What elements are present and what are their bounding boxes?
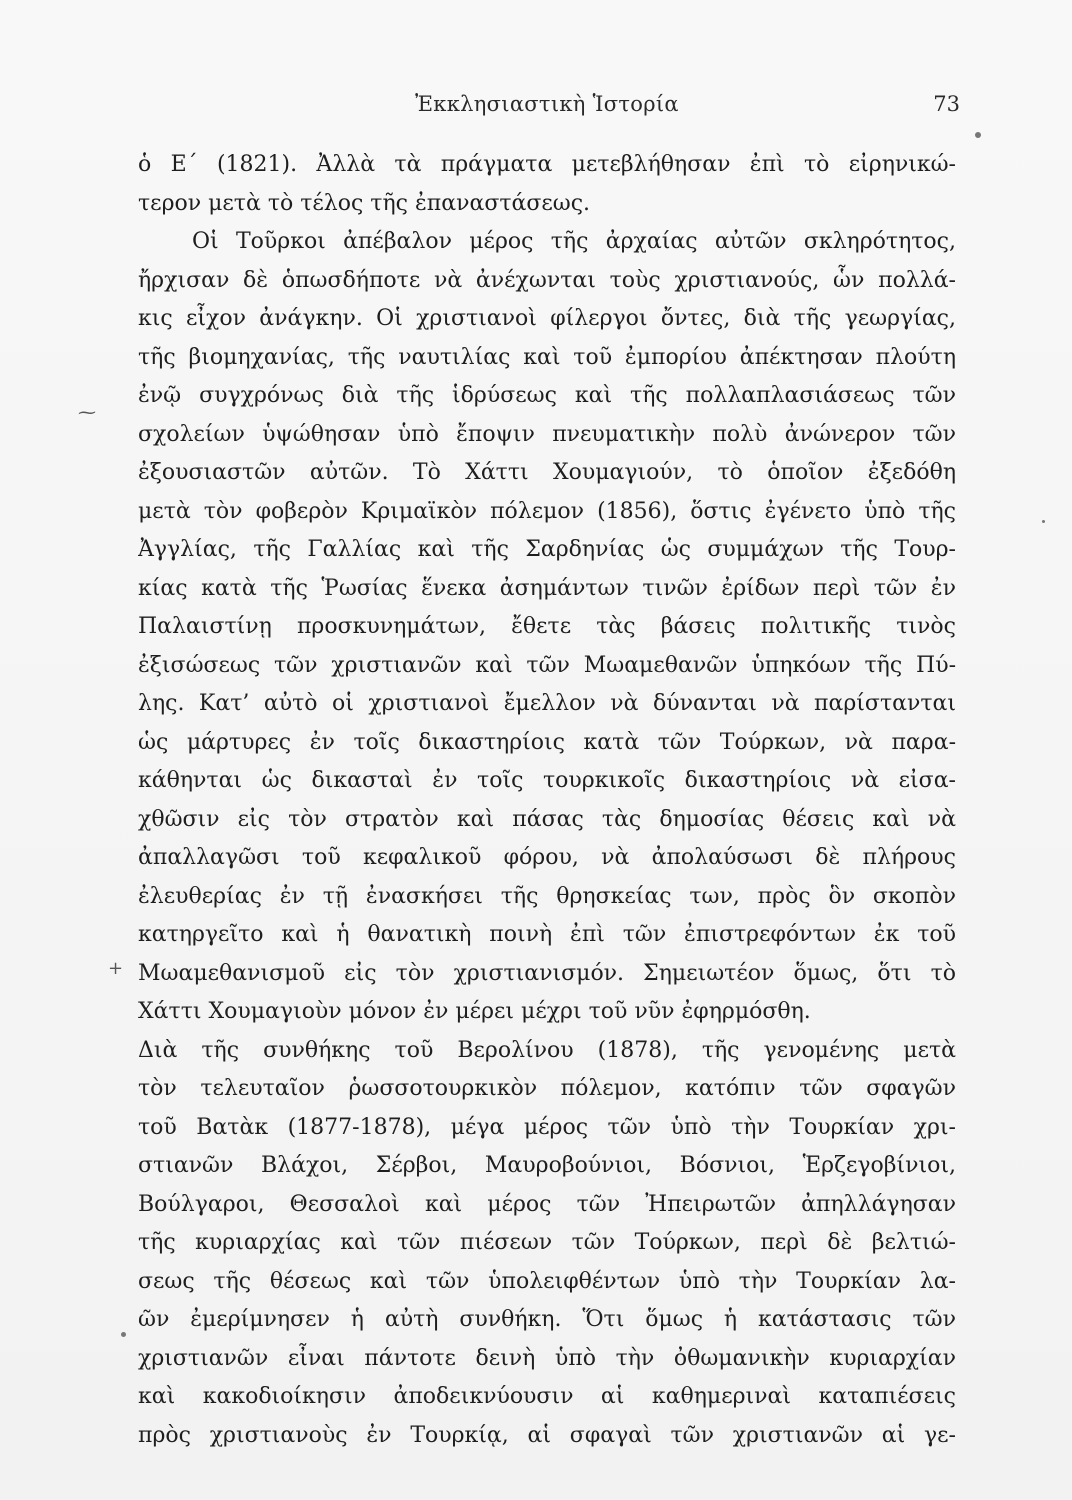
- text-line: ῶν ἐμερίμνησεν ἡ αὐτὴ συνθήκη. Ὅτι ὅμως ἡ κατάστασις τῶν: [138, 1307, 956, 1332]
- text-line: χθῶσιν εἰς τὸν στρατὸν καὶ πάσας τὰς δημοσίας θέσεις καὶ νὰ: [138, 806, 956, 832]
- page-number: 73: [933, 92, 960, 116]
- text-line: κις εἶχον ἀνάγκην. Οἱ χριστιανοὶ φίλεργοι ὄντες, διὰ τῆς γεωργίας,: [138, 306, 956, 331]
- text-line: τὸν τελευταῖον ῥωσσοτουρκικὸν πόλεμον, κατόπιν τῶν σφαγῶν: [138, 1076, 956, 1101]
- text-line: ἐξισώσεως τῶν χριστιανῶν καὶ τῶν Μωαμεθανῶν ὑπηκόων τῆς Πύ-: [138, 652, 956, 678]
- text-line: σχολείων ὑψώθησαν ὑπὸ ἔποψιν πνευματικὴν πολὺ ἀνώνερον τῶν: [138, 421, 956, 447]
- text-line: τοῦ Βατὰκ (1877-1878), μέγα μέρος τῶν ὑπὸ τὴν Τουρκίαν χρι-: [138, 1114, 956, 1140]
- text-line: λης. Κατ’ αὐτὸ οἱ χριστιανοὶ ἔμελλον νὰ δύνανται νὰ παρίστανται: [138, 691, 956, 716]
- text-line: ὁ Ε΄ (1821). Ἀλλὰ τὰ πράγματα μετεβλήθησαν ἐπὶ τὸ εἰρηνικώ-: [138, 152, 956, 177]
- text-line: χριστιανῶν εἶναι πάντοτε δεινὴ ὑπὸ τὴν ὀθωμανικὴν κυριαρχίαν: [138, 1345, 956, 1371]
- text-line: Μωαμεθανισμοῦ εἰς τὸν χριστιανισμόν. Σημειωτέον ὅμως, ὅτι τὸ: [138, 960, 956, 986]
- text-line: τῆς κυριαρχίας καὶ τῶν πιέσεων τῶν Τούρκων, περὶ δὲ βελτιώ-: [138, 1230, 956, 1255]
- text-line: κάθηνται ὡς δικασταὶ ἐν τοῖς τουρκικοῖς δικαστηρίοις νὰ εἰσα-: [138, 768, 956, 793]
- text-line: τερον μετὰ τὸ τέλος τῆς ἐπαναστάσεως.: [138, 190, 591, 216]
- text-line: ἤρχισαν δὲ ὁπωσδήποτε νὰ ἀνέχωνται τοὺς χριστιανούς, ὧν πολλά-: [138, 267, 956, 293]
- margin-mark: ⁓: [78, 402, 96, 423]
- text-line: σεως τῆς θέσεως καὶ τῶν ὑπολειφθέντων ὑπὸ τὴν Τουρκίαν λα-: [138, 1268, 956, 1294]
- text-line: Χάττι Χουμαγιοὺν μόνον ἐν μέρει μέχρι τοῦ νῦν ἐφηρμόσθη.: [138, 999, 811, 1024]
- text-line: Ἀγγλίας, τῆς Γαλλίας καὶ τῆς Σαρδηνίας ὡς συμμάχων τῆς Τουρ-: [138, 537, 956, 562]
- text-line: κατηργεῖτο καὶ ἡ θανατικὴ ποινὴ ἐπὶ τῶν ἐπιστρεφόντων ἐκ τοῦ: [138, 922, 956, 947]
- body-text: [138, 146, 956, 1455]
- text-line: Οἱ Τοῦρκοι ἀπέβαλον μέρος τῆς ἀρχαίας αὐτῶν σκληρότητος,: [192, 229, 956, 254]
- text-line: Παλαιστίνῃ προσκυνημάτων, ἔθετε τὰς βάσεις πολιτικῆς τινὸς: [138, 614, 956, 639]
- text-line: ἀπαλλαγῶσι τοῦ κεφαλικοῦ φόρου, νὰ ἀπολαύσωσι δὲ πλήρους: [138, 845, 956, 870]
- text-line: καὶ κακοδιοίκησιν ἀποδεικνύουσιν αἱ καθημεριναὶ καταπιέσεις: [138, 1384, 956, 1409]
- page-header: [134, 92, 960, 124]
- text-line: Βούλγαροι, Θεσσαλοὶ καὶ μέρος τῶν Ἠπειρωτῶν ἀπηλλάγησαν: [138, 1191, 956, 1217]
- text-line: ὡς μάρτυρες ἐν τοῖς δικαστηρίοις κατὰ τῶν Τούρκων, νὰ παρα-: [138, 729, 956, 755]
- text-line: πρὸς χριστιανοὺς ἐν Τουρκίᾳ, αἱ σφαγαὶ τῶν χριστιανῶν αἱ γε-: [138, 1422, 956, 1448]
- text-line: τῆς βιομηχανίας, τῆς ναυτιλίας καὶ τοῦ ἐμπορίου ἀπέκτησαν πλούτη: [138, 344, 956, 370]
- running-title: Ἐκκλησιαστικὴ Ἱστορία: [415, 92, 679, 116]
- text-line: ἐνῷ συγχρόνως διὰ τῆς ἱδρύσεως καὶ τῆς πολλαπλασιάσεως τῶν: [138, 383, 956, 408]
- text-line: ἐξουσιαστῶν αὐτῶν. Τὸ Χάττι Χουμαγιούν, τὸ ὁποῖον ἐξεδόθη: [138, 460, 956, 485]
- text-line: Διὰ τῆς συνθήκης τοῦ Βερολίνου (1878), τῆς γενομένης μετὰ: [138, 1037, 956, 1063]
- text-line: στιανῶν Βλάχοι, Σέρβοι, Μαυροβούνιοι, Βόσνιοι, Ἑρζεγοβίνιοι,: [138, 1153, 956, 1178]
- text-line: κίας κατὰ τῆς Ῥωσίας ἕνεκα ἀσημάντων τινῶν ἐρίδων περὶ τῶν ἐν: [138, 575, 956, 601]
- margin-mark: +: [108, 958, 124, 979]
- text-line: μετὰ τὸν φοβερὸν Κριμαϊκὸν πόλεμον (1856), ὅστις ἐγένετο ὑπὸ τῆς: [138, 498, 956, 524]
- text-line: ἐλευθερίας ἐν τῇ ἐνασκήσει τῆς θρησκείας των, πρὸς ὃν σκοπὸν: [138, 883, 956, 909]
